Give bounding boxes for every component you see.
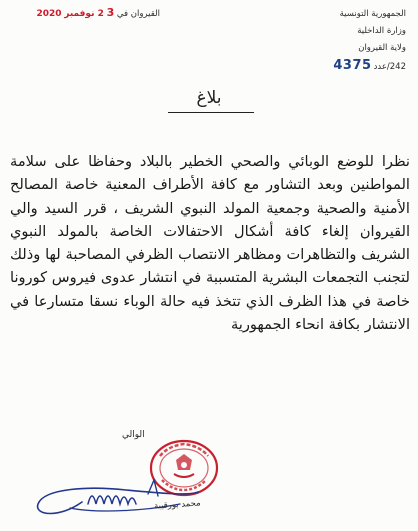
dateline — [10, 6, 160, 19]
title-underline — [168, 112, 254, 113]
document-title: بلاغ — [196, 88, 222, 108]
republic-line: الجمهورية التونسية — [339, 9, 406, 19]
reference-line — [266, 57, 406, 76]
governor-title: الوالي — [122, 430, 145, 440]
dateline-year: 2020 — [36, 9, 62, 19]
dateline-place: القيروان في — [116, 9, 160, 19]
announcement-body: نظرا للوضع الوبائي والصحي الخطير بالبلاد وحفاظا على سلامة المواطنين وبعد التشاور مع كافة الأطراف المعنية خاصة المصالح الأمنية والصحية وجمعية المولد النبوي الشريف ، قرر السيد والي القيروان إلغاء كافة أشكال الاحتفالات الخاصة بالمولد النبوي الشريف والتظاهرات ومظاهر الانتصاب الظرفي المصاحبة لها وذلك لتجنب التجمعات البشرية المتسببة في انتشار عدوى فيروس كورونا خاصة في هذا الظرف الذي تتخذ فيه حالة الوباء نسقا متسارعا في الانتشار بكافة انحاء الجمهورية — [10, 153, 410, 334]
reference-number: 4375 — [333, 58, 372, 73]
handwritten-signature-icon — [30, 458, 205, 520]
governorate-line: ولاية القيروان — [358, 43, 406, 53]
issuing-authority — [266, 6, 406, 76]
signature-block — [30, 420, 230, 530]
dateline-month: 2 نوفمبر — [64, 9, 104, 19]
ministry-line: وزارة الداخلية — [357, 26, 406, 36]
governor-name: محمد بورقيبة — [153, 498, 202, 512]
reference-prefix: 242/عدد — [373, 62, 406, 72]
dateline-day: 3 — [106, 6, 115, 19]
